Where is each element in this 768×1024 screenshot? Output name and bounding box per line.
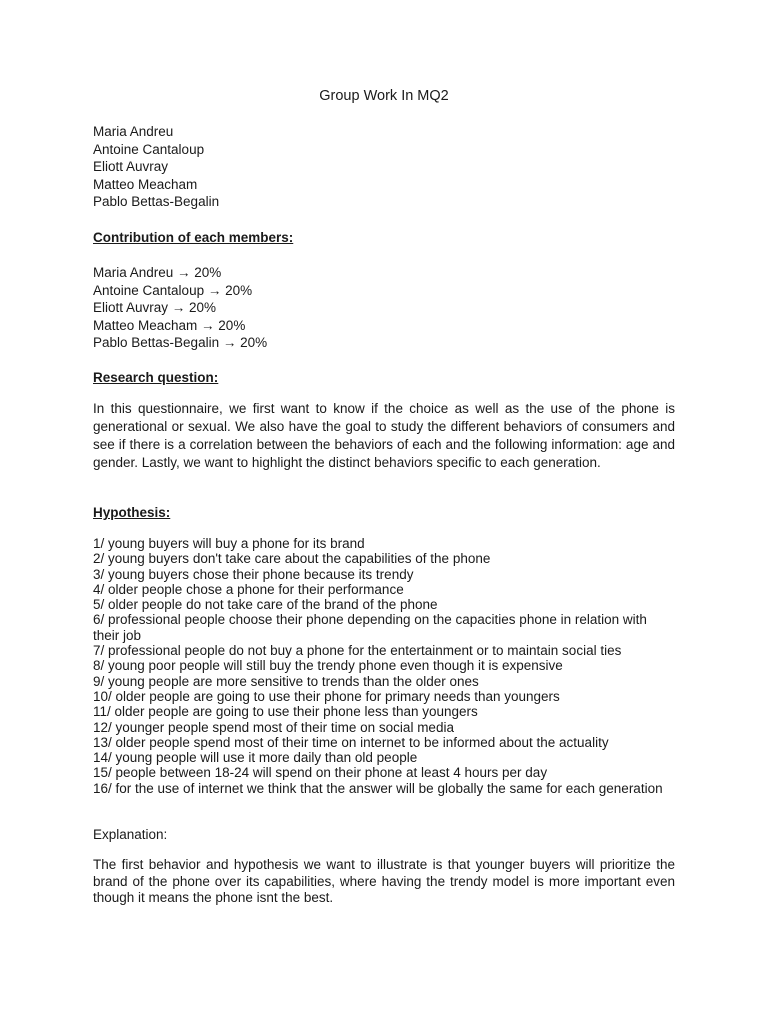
contribution-item: Pablo Bettas-Begalin → 20% xyxy=(93,335,268,351)
member-name: Matteo Meacham xyxy=(93,176,198,192)
explanation-paragraph: The first behavior and hypothesis we want to illustrate is that younger buyers will prioritize the brand of the phone over its capabilities, where having the trendy model is more important even though it means the phone isnt the best. xyxy=(93,857,675,905)
hypothesis-item: 6/ professional people choose their phone depending on the capacities phone in relation with their job xyxy=(93,612,647,643)
contribution-item: Maria Andreu → 20% xyxy=(93,265,222,280)
research-heading: Research question: xyxy=(93,370,219,385)
hypothesis-list xyxy=(93,536,675,796)
hypothesis-heading: Hypothesis: xyxy=(93,505,171,520)
hypothesis-item: 1/ young buyers will buy a phone for its brand xyxy=(93,536,365,551)
hypothesis-item: 12/ younger people spend most of their time on social media xyxy=(93,719,454,735)
hypothesis-item: 9/ young people are more sensitive to trends than the older ones xyxy=(93,673,479,689)
member-name: Maria Andreu xyxy=(93,124,174,139)
member-name: Antoine Cantaloup xyxy=(93,141,205,157)
hypothesis-item: 11/ older people are going to use their phone less than youngers xyxy=(93,704,478,720)
research-paragraph: In this questionnaire, we first want to know if the choice as well as the use of the phone is generational or sexual. We also have the goal to study the different behaviors of consumers and see if there is a correlation between the behaviors of each and the following information: age and gender. Lastly, we want to highlight the distinct behaviors specific to each generation. xyxy=(93,401,675,470)
hypothesis-item: 15/ people between 18-24 will spend on their phone at least 4 hours per day xyxy=(93,765,548,781)
contribution-list xyxy=(93,264,675,352)
contribution-item: Eliott Auvray → 20% xyxy=(93,300,217,316)
hypothesis-item: 2/ young buyers don't take care about the capabilities of the phone xyxy=(93,551,491,567)
member-name: Eliott Auvray xyxy=(93,159,169,175)
hypothesis-item: 3/ young buyers chose their phone because its trendy xyxy=(93,566,414,582)
hypothesis-item: 14/ young people will use it more daily than old people xyxy=(93,750,418,766)
member-list xyxy=(93,123,675,211)
hypothesis-item: 7/ professional people do not buy a phone for the entertainment or to maintain social ties xyxy=(93,643,622,659)
hypothesis-item: 5/ older people do not take care of the brand of the phone xyxy=(93,597,438,613)
document-title: Group Work In MQ2 xyxy=(319,88,449,104)
hypothesis-item: 8/ young poor people will still buy the trendy phone even though it is expensive xyxy=(93,658,563,674)
contribution-item: Matteo Meacham → 20% xyxy=(93,317,246,333)
hypothesis-item: 10/ older people are going to use their phone for primary needs than youngers xyxy=(93,688,560,704)
hypothesis-item: 13/ older people spend most of their time on internet to be informed about the actuality xyxy=(93,734,609,750)
hypothesis-item: 4/ older people chose a phone for their performance xyxy=(93,581,404,597)
explanation-label: Explanation: xyxy=(93,827,168,842)
hypothesis-item: 16/ for the use of internet we think that the answer will be globally the same for each generation xyxy=(93,780,663,796)
member-name: Pablo Bettas-Begalin xyxy=(93,194,220,210)
contribution-heading: Contribution of each members: xyxy=(93,230,294,245)
contribution-item: Antoine Cantaloup → 20% xyxy=(93,282,253,298)
